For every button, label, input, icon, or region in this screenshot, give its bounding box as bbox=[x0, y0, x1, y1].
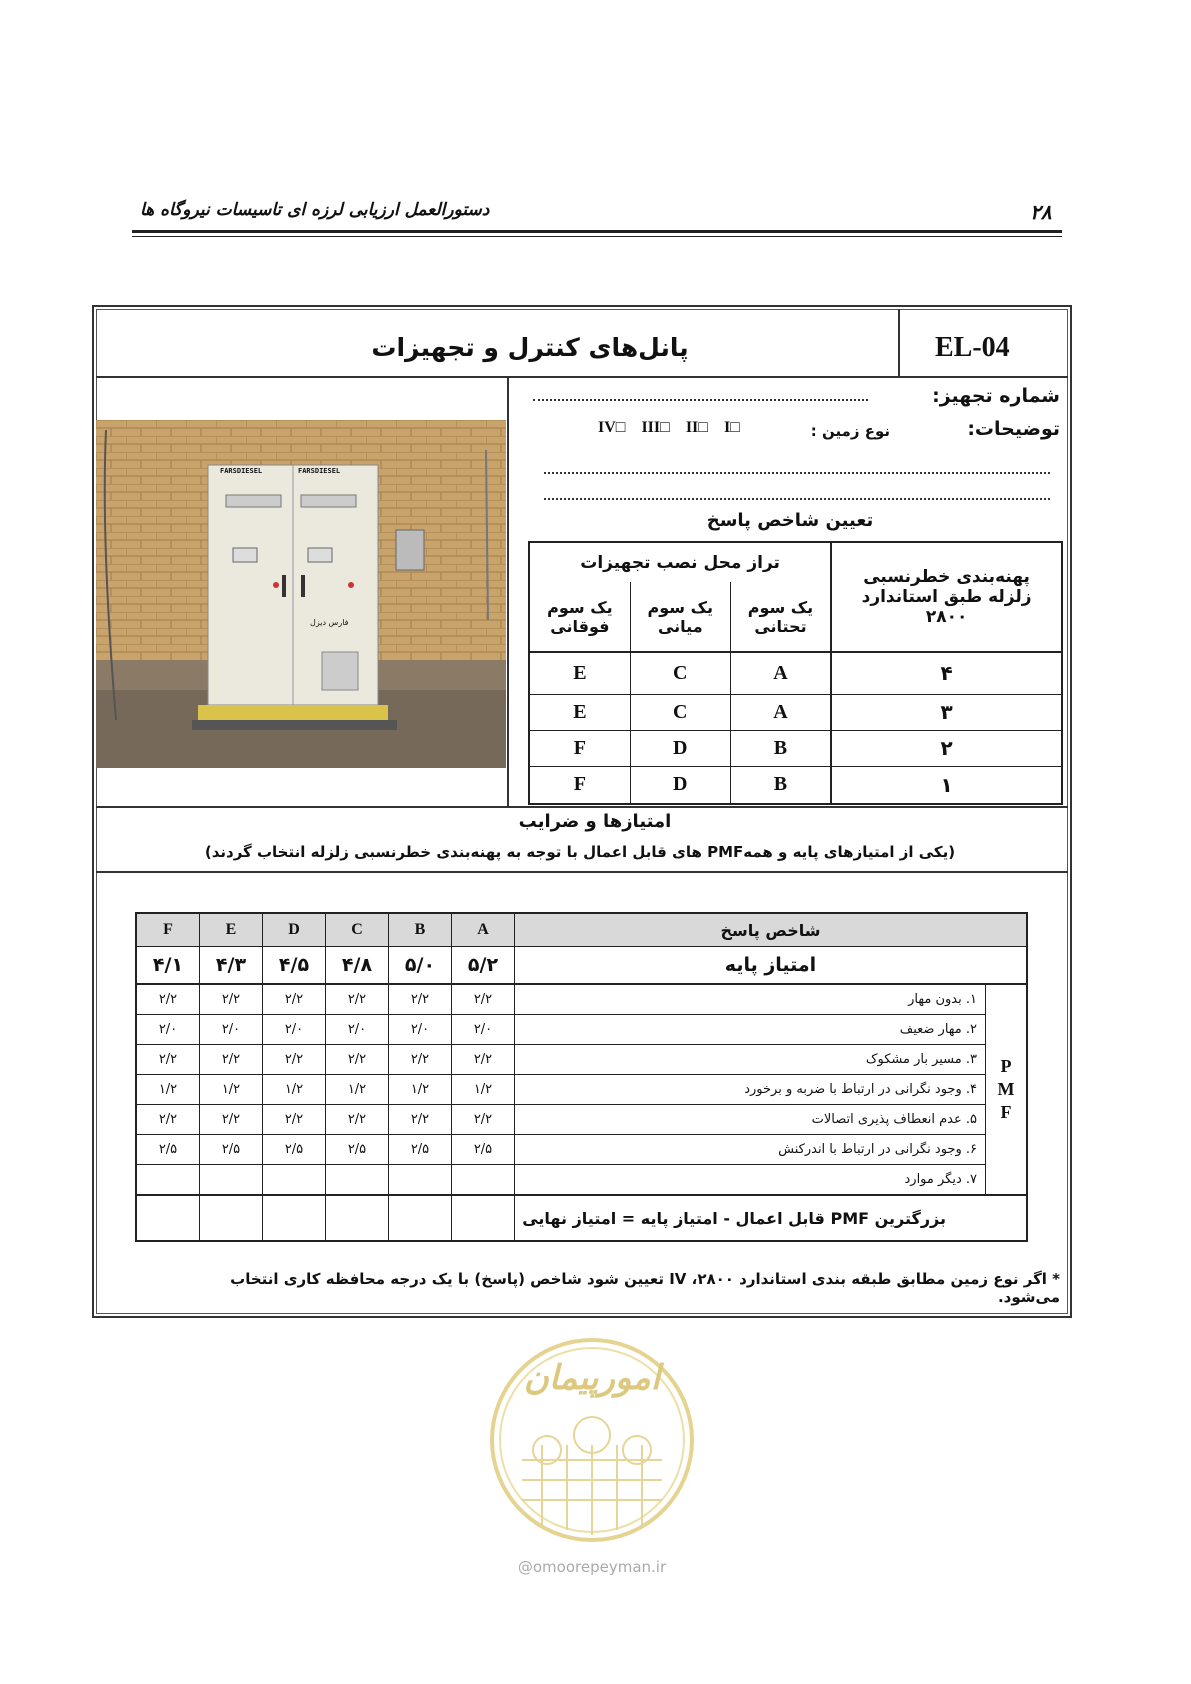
watermark-url: @omoorepeyman.ir bbox=[517, 1558, 667, 1576]
final-score-cell[interactable] bbox=[389, 1195, 452, 1241]
page-number: ۲۸ bbox=[1030, 200, 1052, 224]
soil-type-options bbox=[598, 419, 740, 437]
response-index-table bbox=[528, 541, 1063, 805]
pmf-value: ۲/۲ bbox=[389, 1105, 452, 1135]
checkbox-icon: □ bbox=[698, 419, 708, 436]
scores-table bbox=[135, 912, 1028, 1242]
pmf-item-label: ۱. بدون مهار bbox=[515, 984, 986, 1015]
col-header: E bbox=[200, 913, 263, 947]
col-header: B bbox=[389, 913, 452, 947]
response-cell: A bbox=[730, 694, 831, 730]
checkbox-icon: □ bbox=[615, 419, 626, 436]
index-label: شاخص پاسخ bbox=[515, 913, 1028, 947]
response-cell: D bbox=[630, 730, 730, 766]
photo-label-1: FARSDIESEL bbox=[220, 467, 263, 475]
pmf-value: ۲/۰ bbox=[389, 1015, 452, 1045]
base-score: ۴/۸ bbox=[326, 947, 389, 985]
pmf-value: ۲/۵ bbox=[326, 1135, 389, 1165]
scores-subheading: (یکی از امتیازهای پایه و همهPMF های قابل اعمال با توجه به پهنه‌بندی خطرنسبی زلزله انتخاب گردند) bbox=[204, 843, 956, 861]
section-rule bbox=[96, 806, 1068, 808]
watermark-seal bbox=[482, 1330, 702, 1550]
pmf-item-label: ۳. مسیر بار مشکوک bbox=[515, 1045, 986, 1075]
header-rule bbox=[132, 230, 1062, 233]
response-cell: B bbox=[730, 730, 831, 766]
pmf-label: P M F bbox=[986, 984, 1028, 1195]
soil-type-III[interactable]: III□ bbox=[641, 419, 670, 436]
pmf-value[interactable] bbox=[326, 1165, 389, 1196]
response-cell: F bbox=[529, 766, 630, 804]
level-lower: یک سوم تحتانی bbox=[730, 582, 831, 652]
col-header: A bbox=[452, 913, 515, 947]
pmf-value[interactable] bbox=[136, 1165, 200, 1196]
footnote: * اگر نوع زمین مطابق طبقه بندی استاندارد ۲۸۰۰، IV تعیین شود شاخص (پاسخ) با یک درجه محافظه کاری انتخاب می‌شود. bbox=[230, 1270, 1060, 1306]
response-cell: D bbox=[630, 766, 730, 804]
sheet-title: پانل‌های کنترل و تجهیزات bbox=[371, 333, 689, 362]
equipment-number-field[interactable] bbox=[533, 399, 868, 401]
level-middle: یک سوم میانی bbox=[630, 582, 730, 652]
final-score-cell[interactable] bbox=[326, 1195, 389, 1241]
equipment-number-label: شماره تجهیز: bbox=[932, 385, 1060, 407]
pmf-item-label: ۴. وجود نگرانی در ارتباط با ضربه و برخورد bbox=[515, 1075, 986, 1105]
base-score: ۴/۳ bbox=[200, 947, 263, 985]
soil-type-IV[interactable]: IV□ bbox=[598, 419, 626, 436]
pmf-value: ۲/۲ bbox=[326, 984, 389, 1015]
checkbox-icon: □ bbox=[660, 419, 670, 436]
pmf-item-label: ۵. عدم انعطاف پذیری اتصالات bbox=[515, 1105, 986, 1135]
pmf-value: ۲/۵ bbox=[200, 1135, 263, 1165]
pmf-value: ۲/۲ bbox=[136, 1105, 200, 1135]
response-cell: A bbox=[730, 652, 831, 694]
sheet-code: EL-04 bbox=[935, 332, 1010, 363]
pmf-value[interactable] bbox=[200, 1165, 263, 1196]
final-score-cell[interactable] bbox=[136, 1195, 200, 1241]
section-rule bbox=[96, 871, 1068, 873]
final-label: بزرگترین PMF قابل اعمال - امتیاز پایه = امتیاز نهایی bbox=[515, 1195, 1028, 1241]
col-header: F bbox=[136, 913, 200, 947]
zone-cell: ۲ bbox=[831, 730, 1062, 766]
response-cell: F bbox=[529, 730, 630, 766]
zone-cell: ۳ bbox=[831, 694, 1062, 730]
pmf-value: ۲/۲ bbox=[263, 984, 326, 1015]
level-upper: یک سوم فوقانی bbox=[529, 582, 630, 652]
soil-type-label: نوع زمین : bbox=[810, 422, 890, 440]
pmf-value: ۲/۵ bbox=[452, 1135, 515, 1165]
header-rule-thin bbox=[132, 236, 1062, 237]
pmf-value: ۲/۲ bbox=[200, 984, 263, 1015]
base-score: ۵/۲ bbox=[452, 947, 515, 985]
col-header: D bbox=[263, 913, 326, 947]
pmf-value: ۲/۲ bbox=[136, 984, 200, 1015]
zone-header: پهنه‌بندی خطرنسبی زلزله طبق استاندارد ۲۸۰۰ bbox=[831, 542, 1062, 652]
pmf-value: ۱/۲ bbox=[389, 1075, 452, 1105]
level-header: تراز محل نصب تجهیزات bbox=[529, 542, 831, 582]
equipment-photo bbox=[96, 420, 506, 768]
pmf-value: ۲/۲ bbox=[326, 1105, 389, 1135]
notes-label: توضیحات: bbox=[967, 418, 1060, 440]
response-cell: C bbox=[630, 694, 730, 730]
pmf-value[interactable] bbox=[389, 1165, 452, 1196]
pmf-value: ۱/۲ bbox=[200, 1075, 263, 1105]
pmf-value: ۲/۰ bbox=[200, 1015, 263, 1045]
base-label: امتیاز پایه bbox=[515, 947, 1028, 985]
pmf-value: ۲/۵ bbox=[136, 1135, 200, 1165]
pmf-value[interactable] bbox=[263, 1165, 326, 1196]
pmf-value: ۲/۰ bbox=[263, 1015, 326, 1045]
pmf-item-label: ۷. دیگر موارد bbox=[515, 1165, 986, 1196]
base-score: ۵/۰ bbox=[389, 947, 452, 985]
pmf-value: ۲/۲ bbox=[389, 984, 452, 1015]
response-cell: C bbox=[630, 652, 730, 694]
pmf-value: ۲/۰ bbox=[326, 1015, 389, 1045]
response-cell: B bbox=[730, 766, 831, 804]
pmf-value: ۲/۲ bbox=[452, 984, 515, 1015]
pmf-value[interactable] bbox=[452, 1165, 515, 1196]
final-score-cell[interactable] bbox=[452, 1195, 515, 1241]
final-score-cell[interactable] bbox=[263, 1195, 326, 1241]
title-rule bbox=[96, 376, 1068, 378]
notes-line-2[interactable] bbox=[544, 498, 1050, 500]
pmf-value: ۲/۵ bbox=[389, 1135, 452, 1165]
pmf-value: ۲/۲ bbox=[263, 1105, 326, 1135]
pmf-value: ۲/۰ bbox=[452, 1015, 515, 1045]
pmf-value: ۲/۲ bbox=[200, 1045, 263, 1075]
photo-label-2: FARSDIESEL bbox=[298, 467, 341, 475]
final-score-cell[interactable] bbox=[200, 1195, 263, 1241]
photo-divider bbox=[507, 377, 509, 807]
pmf-value: ۲/۲ bbox=[263, 1045, 326, 1075]
pmf-value: ۱/۲ bbox=[452, 1075, 515, 1105]
photo-label-3: فارس دیزل bbox=[310, 618, 349, 627]
checkbox-icon: □ bbox=[730, 419, 740, 436]
pmf-value: ۲/۲ bbox=[452, 1105, 515, 1135]
watermark-text: امورپیمان bbox=[523, 1358, 661, 1398]
soil-type-I[interactable]: I□ bbox=[723, 419, 740, 436]
pmf-value: ۲/۲ bbox=[136, 1045, 200, 1075]
pmf-value: ۱/۲ bbox=[326, 1075, 389, 1105]
pmf-value: ۲/۵ bbox=[263, 1135, 326, 1165]
pmf-value: ۲/۲ bbox=[200, 1105, 263, 1135]
soil-type-II[interactable]: II□ bbox=[685, 419, 708, 436]
running-title: دستورالعمل ارزیابی لرزه ای تاسیسات نیروگاه ها bbox=[140, 200, 490, 220]
base-score: ۴/۱ bbox=[136, 947, 200, 985]
pmf-item-label: ۲. مهار ضعیف bbox=[515, 1015, 986, 1045]
zone-cell: ۱ bbox=[831, 766, 1062, 804]
pmf-value: ۲/۰ bbox=[136, 1015, 200, 1045]
pmf-value: ۲/۲ bbox=[389, 1045, 452, 1075]
pmf-item-label: ۶. وجود نگرانی در ارتباط با اندرکنش bbox=[515, 1135, 986, 1165]
response-index-heading: تعیین شاخص پاسخ bbox=[706, 510, 874, 531]
title-divider bbox=[898, 309, 900, 377]
pmf-value: ۲/۲ bbox=[326, 1045, 389, 1075]
scores-heading: امتیازها و ضرایب bbox=[518, 811, 672, 832]
response-cell: E bbox=[529, 652, 630, 694]
pmf-value: ۱/۲ bbox=[136, 1075, 200, 1105]
pmf-value: ۲/۲ bbox=[452, 1045, 515, 1075]
notes-line-1[interactable] bbox=[544, 472, 1050, 474]
base-score: ۴/۵ bbox=[263, 947, 326, 985]
col-header: C bbox=[326, 913, 389, 947]
zone-cell: ۴ bbox=[831, 652, 1062, 694]
response-cell: E bbox=[529, 694, 630, 730]
pmf-value: ۱/۲ bbox=[263, 1075, 326, 1105]
